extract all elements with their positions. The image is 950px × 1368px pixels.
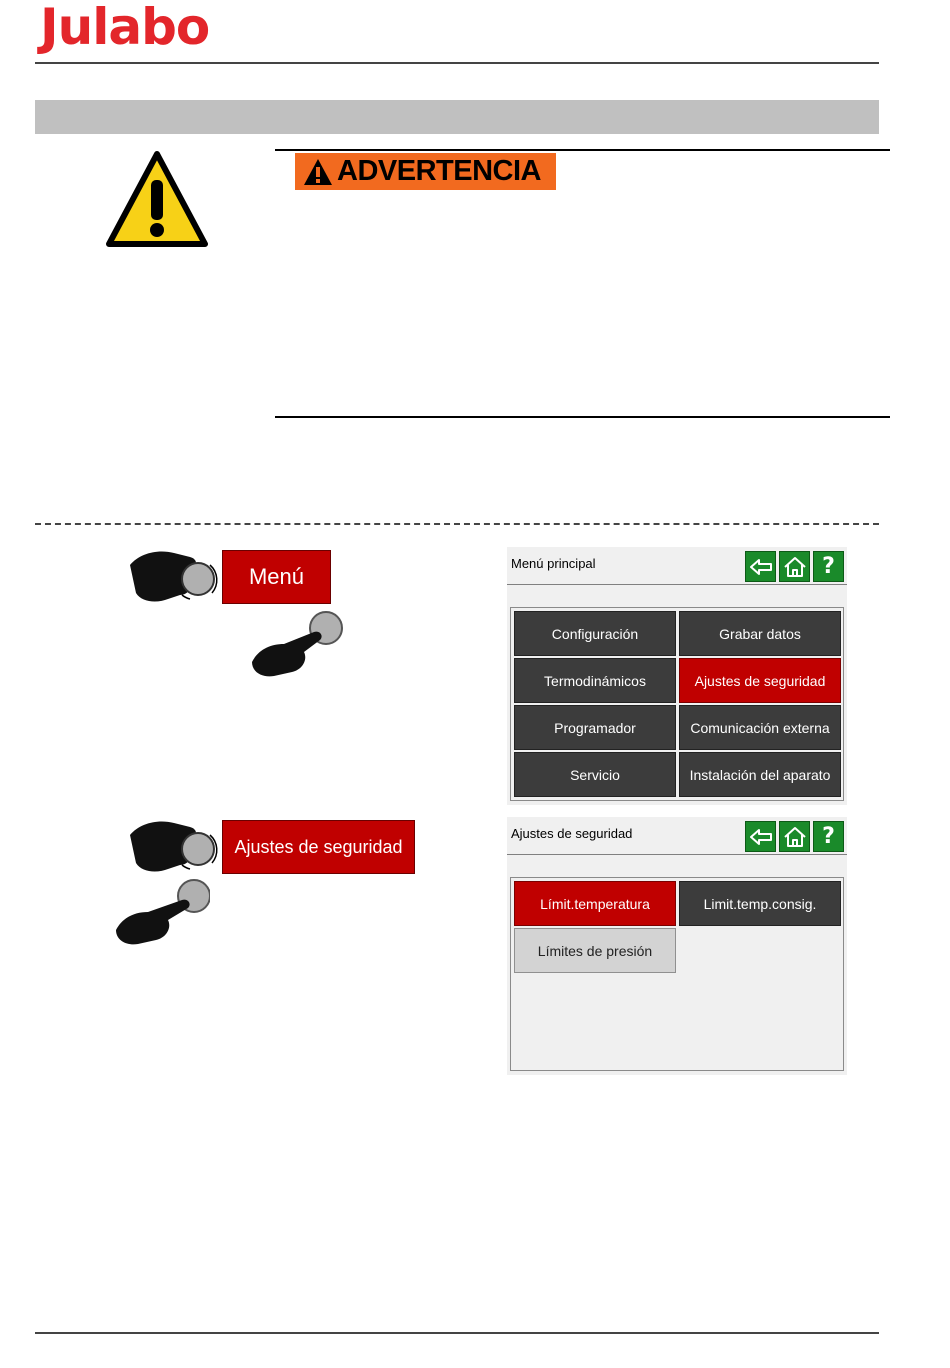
hand-turn-knob-icon [128, 545, 220, 607]
help-button[interactable]: ? [813, 821, 844, 852]
home-icon [783, 556, 807, 578]
tile-limit-temperatura[interactable]: Límit.temperatura [514, 881, 676, 926]
back-arrow-icon [749, 828, 773, 846]
back-button[interactable] [745, 551, 776, 582]
section-heading-bar [35, 100, 879, 134]
tile-configuracion[interactable]: Configuración [514, 611, 676, 656]
warning-bottom-rule [275, 416, 890, 418]
tile-ajustes-seguridad[interactable]: Ajustes de seguridad [679, 658, 841, 703]
tile-limites-presion[interactable]: Límites de presión [514, 928, 676, 973]
warning-signal-banner [295, 153, 556, 190]
header-rule [35, 62, 879, 64]
tile-limit-temp-consig[interactable]: Limit.temp.consig. [679, 881, 841, 926]
screen-title: Menú principal [511, 556, 596, 571]
tile-programador[interactable]: Programador [514, 705, 676, 750]
julabo-logo: Julabo [40, 0, 210, 56]
warning-triangle-icon [105, 150, 209, 248]
screen-main-menu [507, 547, 847, 805]
title-divider [507, 584, 847, 585]
safety-key-label: Ajustes de seguridad [222, 820, 415, 874]
hand-press-icon [112, 878, 210, 950]
tile-comunicacion-externa[interactable]: Comunicación externa [679, 705, 841, 750]
tile-termodinamicos[interactable]: Termodinámicos [514, 658, 676, 703]
screen-safety-settings [507, 817, 847, 1075]
warning-top-rule [275, 149, 890, 151]
hand-press-icon [248, 610, 346, 682]
title-divider [507, 854, 847, 855]
back-arrow-icon [749, 558, 773, 576]
tile-servicio[interactable]: Servicio [514, 752, 676, 797]
help-button[interactable]: ? [813, 551, 844, 582]
tile-instalacion-aparato[interactable]: Instalación del aparato [679, 752, 841, 797]
back-button[interactable] [745, 821, 776, 852]
dashed-separator [35, 523, 879, 525]
tile-grabar-datos[interactable]: Grabar datos [679, 611, 841, 656]
home-button[interactable] [779, 551, 810, 582]
home-icon [783, 826, 807, 848]
warning-signal-word: ADVERTENCIA [337, 155, 541, 187]
warning-small-icon [303, 158, 333, 186]
footer-rule [35, 1332, 879, 1334]
menu-key-label: Menú [222, 550, 331, 604]
home-button[interactable] [779, 821, 810, 852]
hand-turn-knob-icon [128, 815, 220, 877]
screen-title: Ajustes de seguridad [511, 826, 633, 841]
safety-grid [510, 877, 844, 1071]
menu-grid [510, 607, 844, 801]
